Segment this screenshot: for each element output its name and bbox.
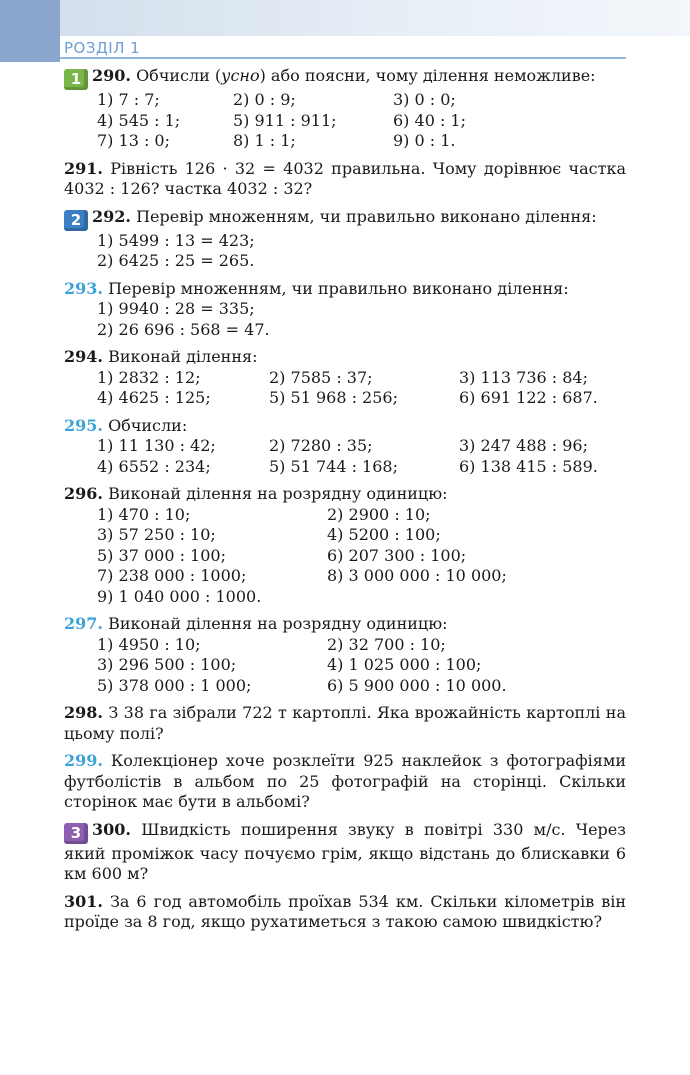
task-item: 6) 207 300 : 100; bbox=[327, 545, 467, 565]
exercise-text: З 38 га зібрали 722 т картоплі. Яка врожайність картоплі на цьому полі? bbox=[64, 703, 626, 743]
task-item: 4) 5200 : 100; bbox=[327, 525, 441, 544]
task-item: 1) 11 130 : 42; bbox=[97, 436, 216, 455]
exercise-number: 299. bbox=[64, 751, 103, 770]
exercise-text-italic: усно bbox=[221, 66, 260, 85]
exercise-292 bbox=[64, 207, 626, 272]
task-item: 5) 51 744 : 168; bbox=[269, 456, 398, 476]
exercise-number: 300. bbox=[92, 819, 131, 839]
exercise-293 bbox=[64, 279, 626, 341]
exercise-298 bbox=[64, 703, 626, 744]
task-item: 2) 7280 : 35; bbox=[269, 436, 373, 455]
exercise-number: 294. bbox=[64, 347, 103, 366]
task-item: 4) 6552 : 234; bbox=[97, 456, 211, 476]
exercise-301 bbox=[64, 892, 626, 933]
task-item: 1) 5499 : 13 = 423; bbox=[97, 230, 255, 250]
task-item: 3) 296 500 : 100; bbox=[97, 655, 237, 674]
task-item: 3) 0 : 0; bbox=[393, 90, 456, 109]
task-item: 1) 470 : 10; bbox=[97, 504, 191, 524]
task-item: 5) 51 968 : 256; bbox=[269, 388, 398, 407]
exercise-text: Виконай ділення на розрядну одиницю: bbox=[108, 484, 448, 503]
level-2-badge-icon: 2 bbox=[64, 210, 88, 231]
task-item: 2) 0 : 9; bbox=[233, 90, 296, 109]
exercise-text: Перевір множенням, чи правильно виконано ділення: bbox=[108, 278, 569, 298]
exercise-293-items bbox=[64, 299, 626, 340]
exercise-text: Обчисли ( bbox=[136, 66, 222, 85]
task-item: 5) 378 000 : 1 000; bbox=[97, 675, 252, 695]
exercise-number: 296. bbox=[64, 484, 103, 503]
task-item: 4) 4625 : 125; bbox=[97, 388, 211, 407]
task-item: 1) 2832 : 12; bbox=[97, 367, 201, 387]
exercise-292-items bbox=[64, 231, 626, 272]
exercise-290-items bbox=[64, 90, 626, 152]
task-item: 8) 1 : 1; bbox=[233, 131, 296, 150]
exercise-number: 301. bbox=[64, 891, 103, 911]
task-item: 5) 37 000 : 100; bbox=[97, 545, 226, 565]
task-item: 1) 7 : 7; bbox=[97, 90, 160, 109]
task-item: 9) 0 : 1. bbox=[393, 131, 456, 150]
task-item: 6) 40 : 1; bbox=[393, 110, 466, 130]
exercise-296-items bbox=[64, 505, 626, 608]
exercise-text: ) або поясни, чому ділення неможливе: bbox=[259, 66, 596, 85]
task-item: 7) 238 000 : 1000; bbox=[97, 566, 247, 585]
task-item: 3) 57 250 : 10; bbox=[97, 525, 216, 544]
exercise-295 bbox=[64, 416, 626, 478]
exercise-295-items bbox=[64, 436, 626, 477]
exercise-text: Швидкість поширення звуку в повітрі 330 м/с. Через який проміжок часу почуємо грім, якщо відстань до блискавки 6 км 600 м? bbox=[64, 819, 626, 883]
exercise-294 bbox=[64, 347, 626, 409]
exercise-number: 295. bbox=[64, 415, 103, 435]
exercise-number: 293. bbox=[64, 278, 103, 298]
exercise-text: Виконай ділення на розрядну одиницю: bbox=[108, 614, 448, 633]
exercise-290-statement bbox=[64, 66, 626, 90]
exercise-number: 290. bbox=[92, 66, 131, 85]
page-content bbox=[64, 66, 626, 940]
exercise-number: 298. bbox=[64, 703, 103, 722]
level-1-badge-icon: 1 bbox=[64, 69, 88, 90]
exercise-text: Перевір множенням, чи правильно виконано ділення: bbox=[136, 206, 597, 226]
exercise-297-items bbox=[64, 635, 626, 697]
section-title: РОЗДІЛ 1 bbox=[64, 39, 141, 57]
task-item: 8) 3 000 000 : 10 000; bbox=[327, 566, 507, 585]
task-item: 6) 691 122 : 687. bbox=[459, 388, 598, 407]
exercise-text: Колекціонер хоче розклеїти 925 наклейок з фотографіями футболістів в альбом по 25 фотографій на сторінці. Скільки сторінок має бути в альбомі? bbox=[64, 751, 626, 811]
exercise-297 bbox=[64, 614, 626, 696]
task-item: 6) 5 900 000 : 10 000. bbox=[327, 675, 507, 695]
task-item: 5) 911 : 911; bbox=[233, 110, 337, 130]
task-item: 2) 26 696 : 568 = 47. bbox=[97, 319, 270, 339]
task-item: 2) 32 700 : 10; bbox=[327, 634, 446, 654]
exercise-296 bbox=[64, 484, 626, 607]
task-item: 1) 4950 : 10; bbox=[97, 634, 201, 654]
task-item: 7) 13 : 0; bbox=[97, 131, 170, 150]
level-3-badge-icon: 3 bbox=[64, 823, 88, 844]
exercise-text: Рівність 126 · 32 = 4032 правильна. Чому дорівнює частка 4032 : 126? частка 4032 : 32? bbox=[64, 158, 627, 198]
section-rule bbox=[60, 57, 626, 59]
exercise-294-items bbox=[64, 368, 626, 409]
task-item: 2) 7585 : 37; bbox=[269, 367, 373, 387]
exercise-number: 297. bbox=[64, 614, 103, 633]
task-item: 1) 9940 : 28 = 335; bbox=[97, 299, 255, 318]
task-item: 3) 247 488 : 96; bbox=[459, 436, 588, 455]
exercise-text: Виконай ділення: bbox=[108, 347, 258, 366]
exercise-number: 291. bbox=[64, 158, 103, 178]
task-item: 4) 1 025 000 : 100; bbox=[327, 655, 482, 674]
exercise-300 bbox=[64, 820, 626, 885]
exercise-290 bbox=[64, 66, 626, 152]
task-item: 4) 545 : 1; bbox=[97, 110, 181, 130]
corner-block bbox=[0, 0, 60, 62]
page-top-band bbox=[0, 0, 690, 36]
task-item: 3) 113 736 : 84; bbox=[459, 367, 588, 387]
task-item: 9) 1 040 000 : 1000. bbox=[97, 586, 262, 606]
task-item: 6) 138 415 : 589. bbox=[459, 456, 598, 476]
task-item: 2) 2900 : 10; bbox=[327, 504, 431, 524]
exercise-text: Обчисли: bbox=[108, 415, 188, 435]
exercise-299 bbox=[64, 751, 626, 813]
exercise-number: 292. bbox=[92, 206, 131, 226]
exercise-291 bbox=[64, 159, 626, 200]
exercise-text: За 6 год автомобіль проїхав 534 км. Скільки кілометрів він проїде за 8 год, якщо рухатиметься з такою самою швидкістю? bbox=[64, 891, 627, 931]
task-item: 2) 6425 : 25 = 265. bbox=[97, 251, 255, 270]
